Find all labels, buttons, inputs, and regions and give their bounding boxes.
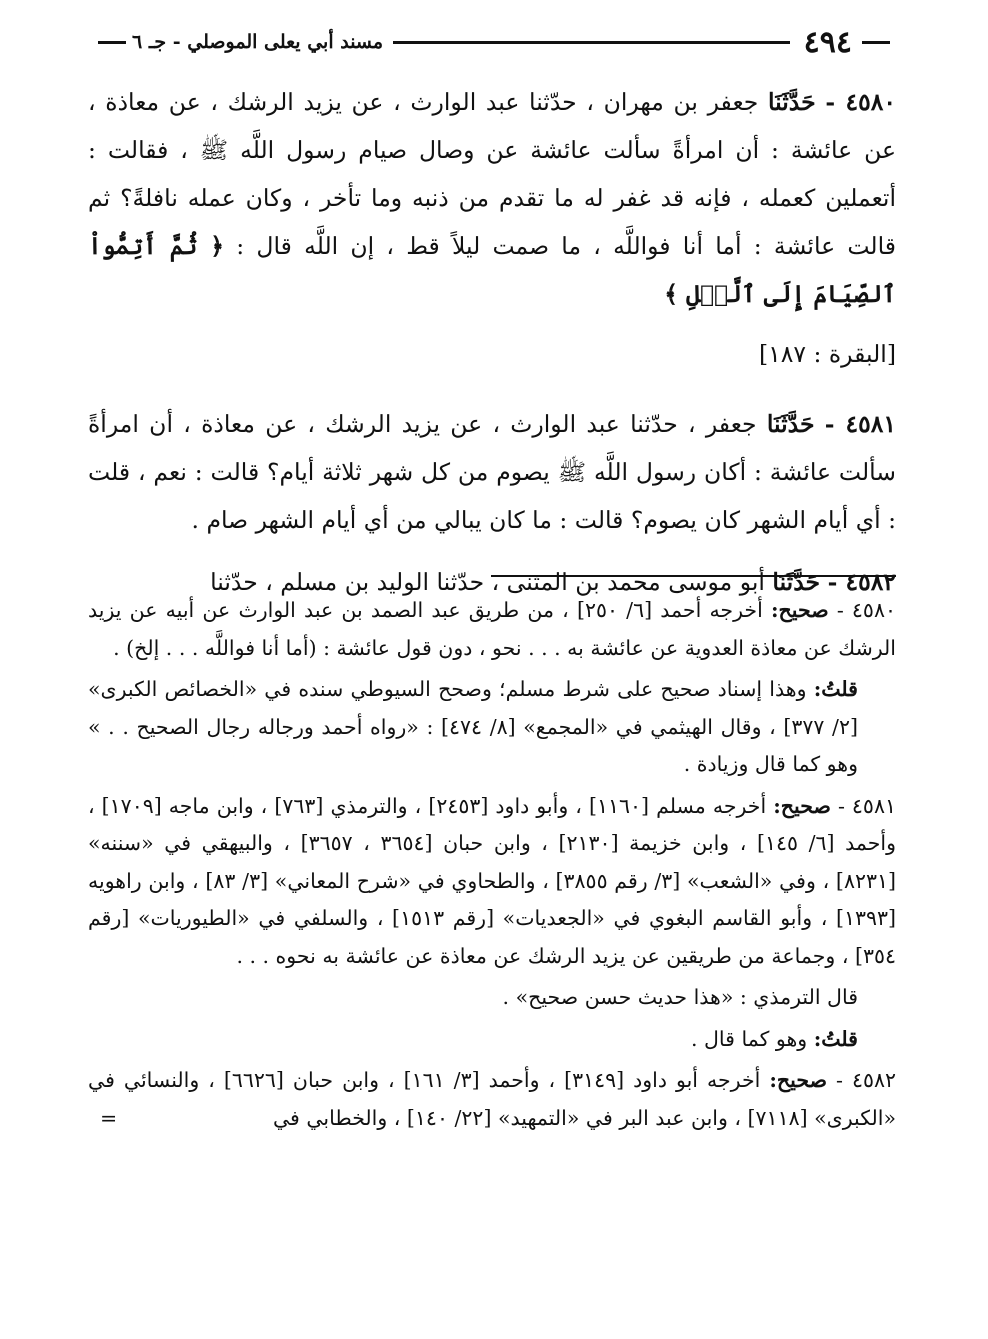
hadith-text — [88, 78, 896, 620]
footnote-4581-tirmidhi: قال الترمذي : «هذا حديث حسن صحيح» . — [502, 985, 858, 1009]
footnote-divider — [491, 575, 896, 577]
footnote-label: ٤٥٨٢ - — [836, 1068, 896, 1092]
footnote-verdict: صحيح: — [769, 1068, 827, 1092]
footnote-4581 — [88, 788, 896, 976]
footnote-4582 — [88, 1062, 896, 1137]
hadith-opener: حَدَّثَنَا — [772, 568, 821, 596]
footnote-verdict: صحيح: — [773, 793, 831, 818]
footnotes — [88, 592, 896, 1141]
hadith-number: ٤٥٨٢ - — [827, 568, 896, 596]
footnote-4580 — [88, 592, 896, 667]
hadith-4581 — [88, 400, 896, 544]
header-rule — [393, 41, 790, 44]
hadith-body: أبو موسى محمد بن المثنى ، حدّثنا الوليد بن مسلم ، حدّثنا — [210, 568, 765, 596]
footnote-text: أخرجه أحمد [٦/ ٢٥٠] ، من طريق عبد الصمد بن عبد الوارث عن أبيه عن يزيد الرشك عن معاذة العدوية عن عائشة به . . . نحو ، دون قول عائشة : (أما أنا فواللَّه . . . إلخ) . — [88, 598, 896, 660]
qultu-label: قلتُ: — [813, 677, 858, 701]
footnote-label: ٤٥٨٠ - — [836, 598, 896, 622]
footnote-label: ٤٥٨١ - — [837, 793, 896, 818]
header-rule-left — [98, 41, 126, 44]
qultu-label: قلتُ: — [813, 1026, 858, 1051]
hadith-body: جعفر ، حدّثنا عبد الوارث ، عن يزيد الرشك ، عن معاذة ، أن امرأةً سألت عائشة : أكان رسول اللَّه ﷺ يصوم من كل شهر ثلاثة أيام؟ قالت : نعم ، قلت : أي أيام الشهر كان يصوم؟ قالت : ما كان يبالي من أي أيام الشهر صام . — [88, 410, 896, 534]
hadith-number: ٤٥٨٠ - — [825, 88, 896, 116]
running-header — [92, 22, 896, 62]
quran-verse: ﴿ ثُمَّ أَتِمُّواْ ٱلصِّيَامَ إِلَى ٱلَّيۡلِ ﴾ — [88, 232, 896, 308]
hadith-opener: حَدَّثَنَا — [766, 410, 815, 438]
page-number: ٤٩٤ — [803, 24, 852, 60]
qultu-text: وهو كما قال . — [691, 1026, 808, 1051]
footnote-text: أخرجه مسلم [١١٦٠] ، وأبو داود [٢٤٥٣] ، والترمذي [٧٦٣] ، وابن ماجه [١٧٠٩] ، وأحمد [٦/ ١٤٥] ، وابن خزيمة [٢١٣٠] ، وابن حبان [٣٦٥٤ ، ٣٦٥٧] ، والبيهقي في «سننه» [٨٢٣١] ، وفي «الشعب» [٣/ رقم ٣٨٥٥] ، والطحاوي في «شرح المعاني» [٣/ ٨٣] ، وابن راهويه [١٣٩٣] ، وأبو القاسم البغوي في «الجعديات» [رقم ١٥١٣] ، والسلفي في «الطيوريات» [رقم ٣٥٤] ، وجماعة من طريقين عن يزيد الرشك عن معاذة عن عائشة به نحوه . . . — [88, 793, 896, 968]
hadith-4580 — [88, 78, 896, 318]
hadith-opener: حَدَّثَنَا — [768, 88, 816, 116]
qultu-text: وهذا إسناد صحيح على شرط مسلم؛ وصحح السيوطي سنده في «الخصائص الكبرى» [٢/ ٣٧٧] ، وقال الهيثمي في «المجمع» [٨/ ٤٧٤] : «رواه أحمد ورجاله رجال الصحيح . . » وهو كما قال وزيادة . — [88, 677, 858, 776]
footnote-text: أخرجه أبو داود [٣١٤٩] ، وأحمد [٣/ ١٦١] ، وابن حبان [٦٦٢٦] ، والنسائي في «الكبرى» [٧١١٨] ، وابن عبد البر في «التمهيد» [٢٢/ ١٤٠] ، والخطابي في — [88, 1068, 896, 1130]
hadith-body: جعفر بن مهران ، حدّثنا عبد الوارث ، عن يزيد الرشك ، عن معاذة ، عن عائشة : أن امرأةً سألت عائشة عن وصال صيام رسول اللَّه ﷺ ، فقالت : أتعملين كعمله ، فإنه قد غفر له ما تقدم من ذنبه وما تأخر ، وكان عمله نافلةً؟ ثم قالت عائشة : أما أنا فواللَّه ، ما صمت ليلاً قط ، إن اللَّه قال : — [88, 88, 896, 260]
hadith-number: ٤٥٨١ - — [824, 410, 896, 438]
quran-reference: [البقرة : ١٨٧] — [758, 340, 896, 368]
header-rule-right — [862, 41, 890, 44]
continuation-mark: = — [100, 1105, 118, 1130]
footnote-verdict: صحيح: — [770, 598, 829, 622]
footnote-4581-comment — [88, 1021, 896, 1059]
book-title: مسند أبي يعلى الموصلي - جـ ٦ — [132, 31, 384, 53]
footnote-4580-comment — [88, 671, 896, 784]
